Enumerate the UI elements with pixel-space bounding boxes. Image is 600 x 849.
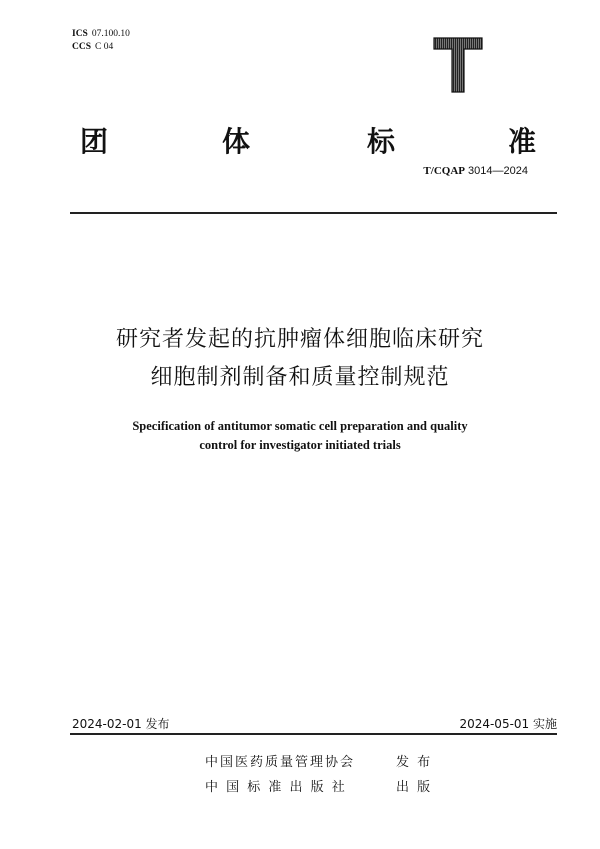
standard-category-logo	[432, 36, 484, 94]
publisher-action: 发 布	[396, 755, 433, 770]
ccs-code	[72, 41, 130, 54]
publisher-org: 中国医药质量管理协会	[205, 755, 356, 770]
category-char-4: 准	[508, 125, 537, 158]
implement-date: 2024-05-01 实施	[459, 717, 557, 731]
standard-number	[423, 165, 528, 177]
category-char-1: 团	[80, 125, 109, 158]
category-char-3: 标	[367, 125, 396, 158]
ics-key: ICS	[72, 29, 88, 39]
issue-date: 2024-02-01 发布	[72, 717, 170, 731]
en-title-line-2: control for investigator initiated trials	[199, 438, 401, 452]
ccs-value: C 04	[95, 42, 114, 52]
footer-divider	[70, 733, 557, 735]
press-action: 出 版	[396, 780, 433, 795]
ics-code	[72, 28, 130, 41]
ccs-key: CCS	[72, 42, 92, 52]
en-title-line-1: Specification of antitumor somatic cell preparation and quality	[132, 419, 468, 433]
ics-value: 07.100.10	[91, 29, 130, 39]
standard-code: 3014—2024	[468, 165, 528, 177]
standard-prefix: T/CQAP	[423, 165, 465, 177]
classification-codes	[72, 28, 130, 54]
cn-title-line-1: 研究者发起的抗肿瘤体细胞临床研究	[115, 327, 484, 352]
cn-title-line-2: 细胞制剂制备和质量控制规范	[150, 365, 450, 390]
category-char-2: 体	[222, 125, 251, 158]
press-org: 中 国 标 准 出 版 社	[205, 780, 347, 795]
header-divider	[70, 212, 557, 214]
